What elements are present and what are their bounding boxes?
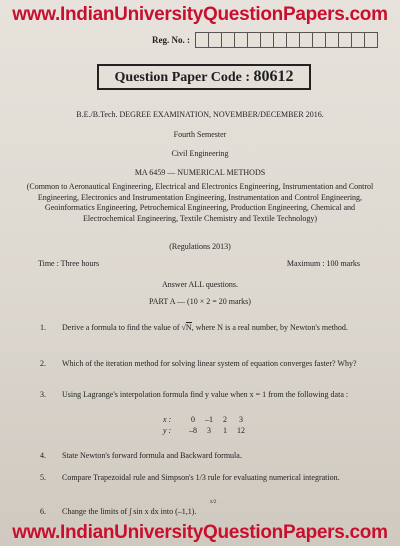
instruction: Answer ALL questions. xyxy=(162,280,238,289)
website-banner-bottom[interactable]: www.IndianUniversityQuestionPapers.com xyxy=(12,522,388,543)
question-5: 5. Compare Trapezoidal rule and Simpson's 1/3 rule for evaluating numerical integration. xyxy=(40,473,340,482)
question-3: 3. Using Lagrange's interpolation formula find y value when x = 1 from the following data : xyxy=(40,390,349,399)
reg-no-label: Reg. No. : xyxy=(152,35,190,45)
part-a-heading: PART A — (10 × 2 = 20 marks) xyxy=(149,297,251,306)
subject: MA 6459 — NUMERICAL METHODS xyxy=(134,168,266,177)
reg-no-boxes xyxy=(196,32,378,48)
data-table xyxy=(163,414,249,436)
common-to: (Common to Aeronautical Engineering, Electrical and Electronics Engineering, Instrumentation and Control Engineering, Electronics and Instrumentation Engineering, Instrumentation and Control Engineering, Geoinformatics Engineering, Petrochemical Engineering, Production Engineering, Chemical and Electrochemical Engineering, Textile Chemistry and Textile Technology) xyxy=(26,182,374,223)
qp-code-value: 80612 xyxy=(253,68,294,85)
table-row-x: x : 0 –1 2 3 xyxy=(163,415,243,424)
exam-title: B.E./B.Tech. DEGREE EXAMINATION, NOVEMBER/DECEMBER 2016. xyxy=(76,110,324,119)
max-marks: Maximum : 100 marks xyxy=(286,259,360,268)
regulations: (Regulations 2013) xyxy=(169,242,231,251)
question-6: 6. π/2 Change the limits of ∫ sin x dx into (–1,1). xyxy=(40,506,365,517)
question-1: 1. Derive a formula to find the value of √N, where N is a real number, by Newton's method. xyxy=(40,323,348,332)
website-banner-top[interactable]: www.IndianUniversityQuestionPapers.com xyxy=(12,4,388,25)
integral-upper-limit: π/2 xyxy=(210,500,217,505)
time: Time : Three hours xyxy=(38,259,100,268)
question-4: 4. State Newton's forward formula and Backward formula. xyxy=(40,451,242,460)
question-paper-code-box xyxy=(97,64,311,90)
semester: Fourth Semester xyxy=(173,130,227,139)
question-2: 2. Which of the iteration method for solving linear system of equation converges faster? Why? xyxy=(40,359,357,368)
qp-code-label: Question Paper Code : xyxy=(114,70,254,85)
branch: Civil Engineering xyxy=(171,149,229,158)
table-row-y: y : –8 3 1 12 xyxy=(163,426,245,435)
